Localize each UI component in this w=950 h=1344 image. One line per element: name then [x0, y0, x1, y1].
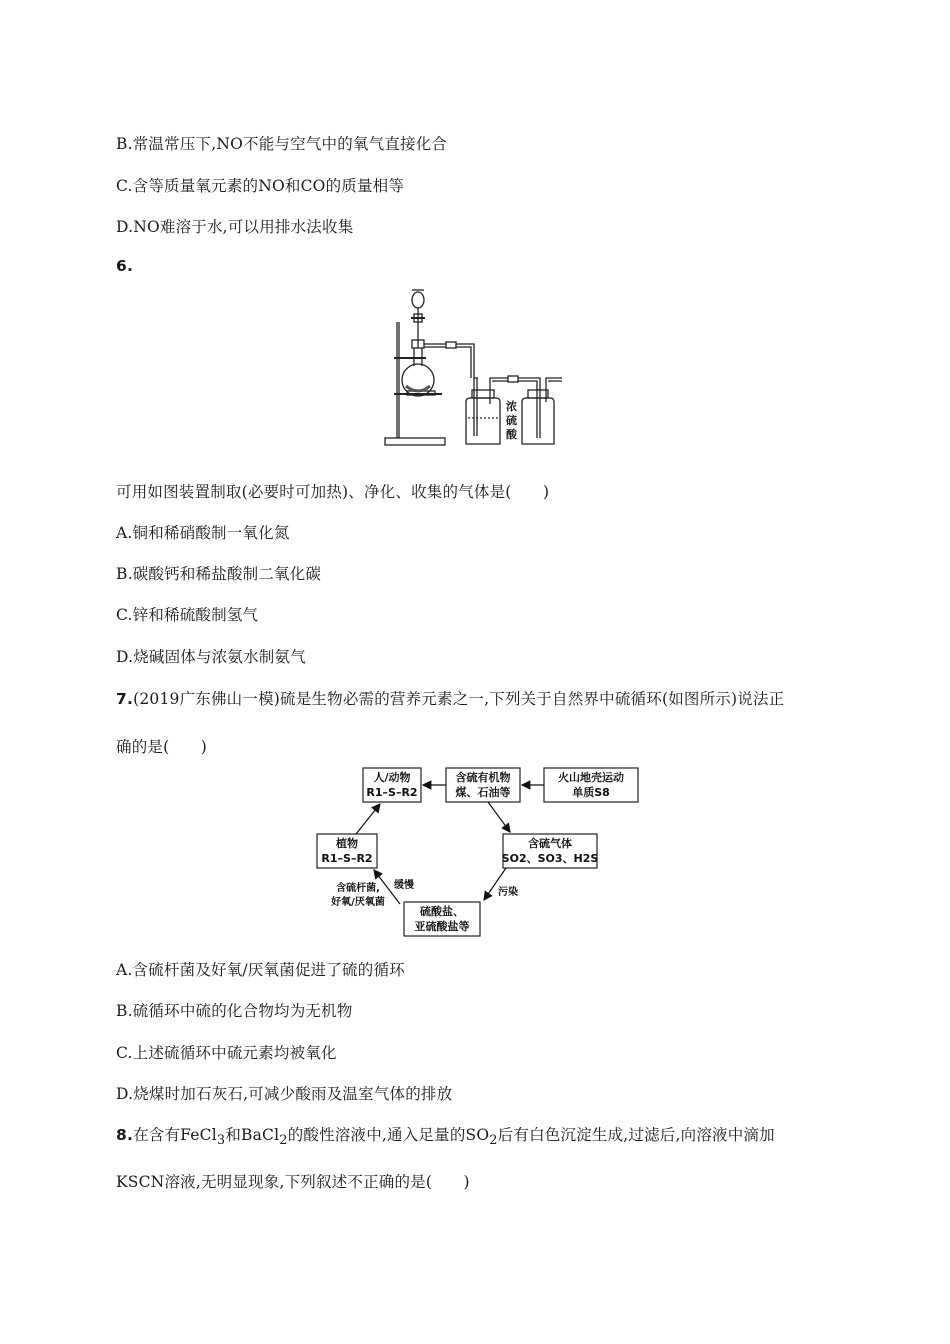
volcano-box-line2: 单质S8 — [572, 786, 610, 799]
q7-option-c: C.上述硫循环中硫元素均被氧化 — [116, 1044, 337, 1062]
q5-option-b: B.常温常压下,NO不能与空气中的氧气直接化合 — [116, 135, 448, 153]
sulfur-cycle-diagram — [310, 764, 646, 940]
q6-stem: 可用如图装置制取(必要时可加热)、净化、收集的气体是( ) — [116, 483, 550, 501]
q8-subscript: 3 — [216, 1133, 226, 1149]
plant-box-line2: R1–S–R2 — [321, 852, 373, 865]
human-box-line1: 人/动物 — [373, 771, 411, 784]
q8-text: 在含有FeCl — [133, 1126, 217, 1144]
q5-option-c: C.含等质量氧元素的NO和CO的质量相等 — [116, 177, 405, 195]
slow-label: 缓慢 — [394, 880, 414, 891]
q6-option-d: D.烧碱固体与浓氨水制氨气 — [116, 648, 306, 666]
q8-text: 的酸性溶液中,通入足量的SO — [287, 1126, 490, 1144]
organic-box-line2: 煤、石油等 — [455, 786, 511, 799]
q8-stem-line2: KSCN溶液,无明显现象,下列叙述不正确的是( ) — [116, 1173, 470, 1191]
pollution-label: 污染 — [498, 887, 518, 898]
label-char: 浓 — [506, 400, 517, 413]
apparatus-figure — [382, 286, 572, 458]
bacteria-label-line2: 好氧/厌氧菌 — [331, 897, 385, 908]
q6-number: 6. — [116, 257, 134, 275]
q7-number: 7. — [116, 690, 134, 708]
organic-box-line1: 含硫有机物 — [455, 771, 511, 784]
q7-stem-text: (2019广东佛山一模)硫是生物必需的营养元素之一,下列关于自然界中硫循环(如图所示)说法正 — [133, 690, 785, 708]
q8-text: 和BaCl — [225, 1126, 280, 1144]
salt-box-line1: 硫酸盐、 — [420, 905, 464, 918]
volcano-box-line1: 火山地壳运动 — [558, 771, 624, 784]
label-char: 硫 — [506, 414, 517, 427]
gas-box-line2: SO2、SO3、H2S — [501, 852, 599, 865]
q5-option-d: D.NO难溶于水,可以用排水法收集 — [116, 218, 354, 236]
q8-subscript: 2 — [279, 1133, 288, 1149]
plant-box-line1: 植物 — [336, 837, 358, 850]
salt-box-line2: 亚硫酸盐等 — [414, 920, 470, 933]
bacteria-label-line1: 含硫杆菌, — [336, 883, 380, 894]
q7-stem-line1 — [116, 687, 784, 709]
q6-option-c: C.锌和稀硫酸制氢气 — [116, 606, 259, 624]
q8-stem-line1 — [116, 1123, 775, 1148]
q8-subscript: 2 — [489, 1133, 498, 1149]
q7-option-b: B.硫循环中硫的化合物均为无机物 — [116, 1002, 353, 1020]
apparatus-label — [506, 400, 517, 442]
q8-text: 后有白色沉淀生成,过滤后,向溶液中滴加 — [497, 1126, 775, 1144]
label-char: 酸 — [506, 428, 517, 441]
q6-option-b: B.碳酸钙和稀盐酸制二氧化碳 — [116, 565, 322, 583]
q7-option-a: A.含硫杆菌及好氧/厌氧菌促进了硫的循环 — [116, 961, 405, 979]
gas-box-line1: 含硫气体 — [528, 837, 572, 850]
q7-option-d: D.烧煤时加石灰石,可减少酸雨及温室气体的排放 — [116, 1085, 453, 1103]
q8-number: 8. — [116, 1126, 134, 1144]
q7-stem-line2: 确的是( ) — [116, 738, 207, 756]
human-box-line2: R1–S–R2 — [366, 786, 418, 799]
q6-option-a: A.铜和稀硝酸制一氧化氮 — [116, 524, 290, 542]
